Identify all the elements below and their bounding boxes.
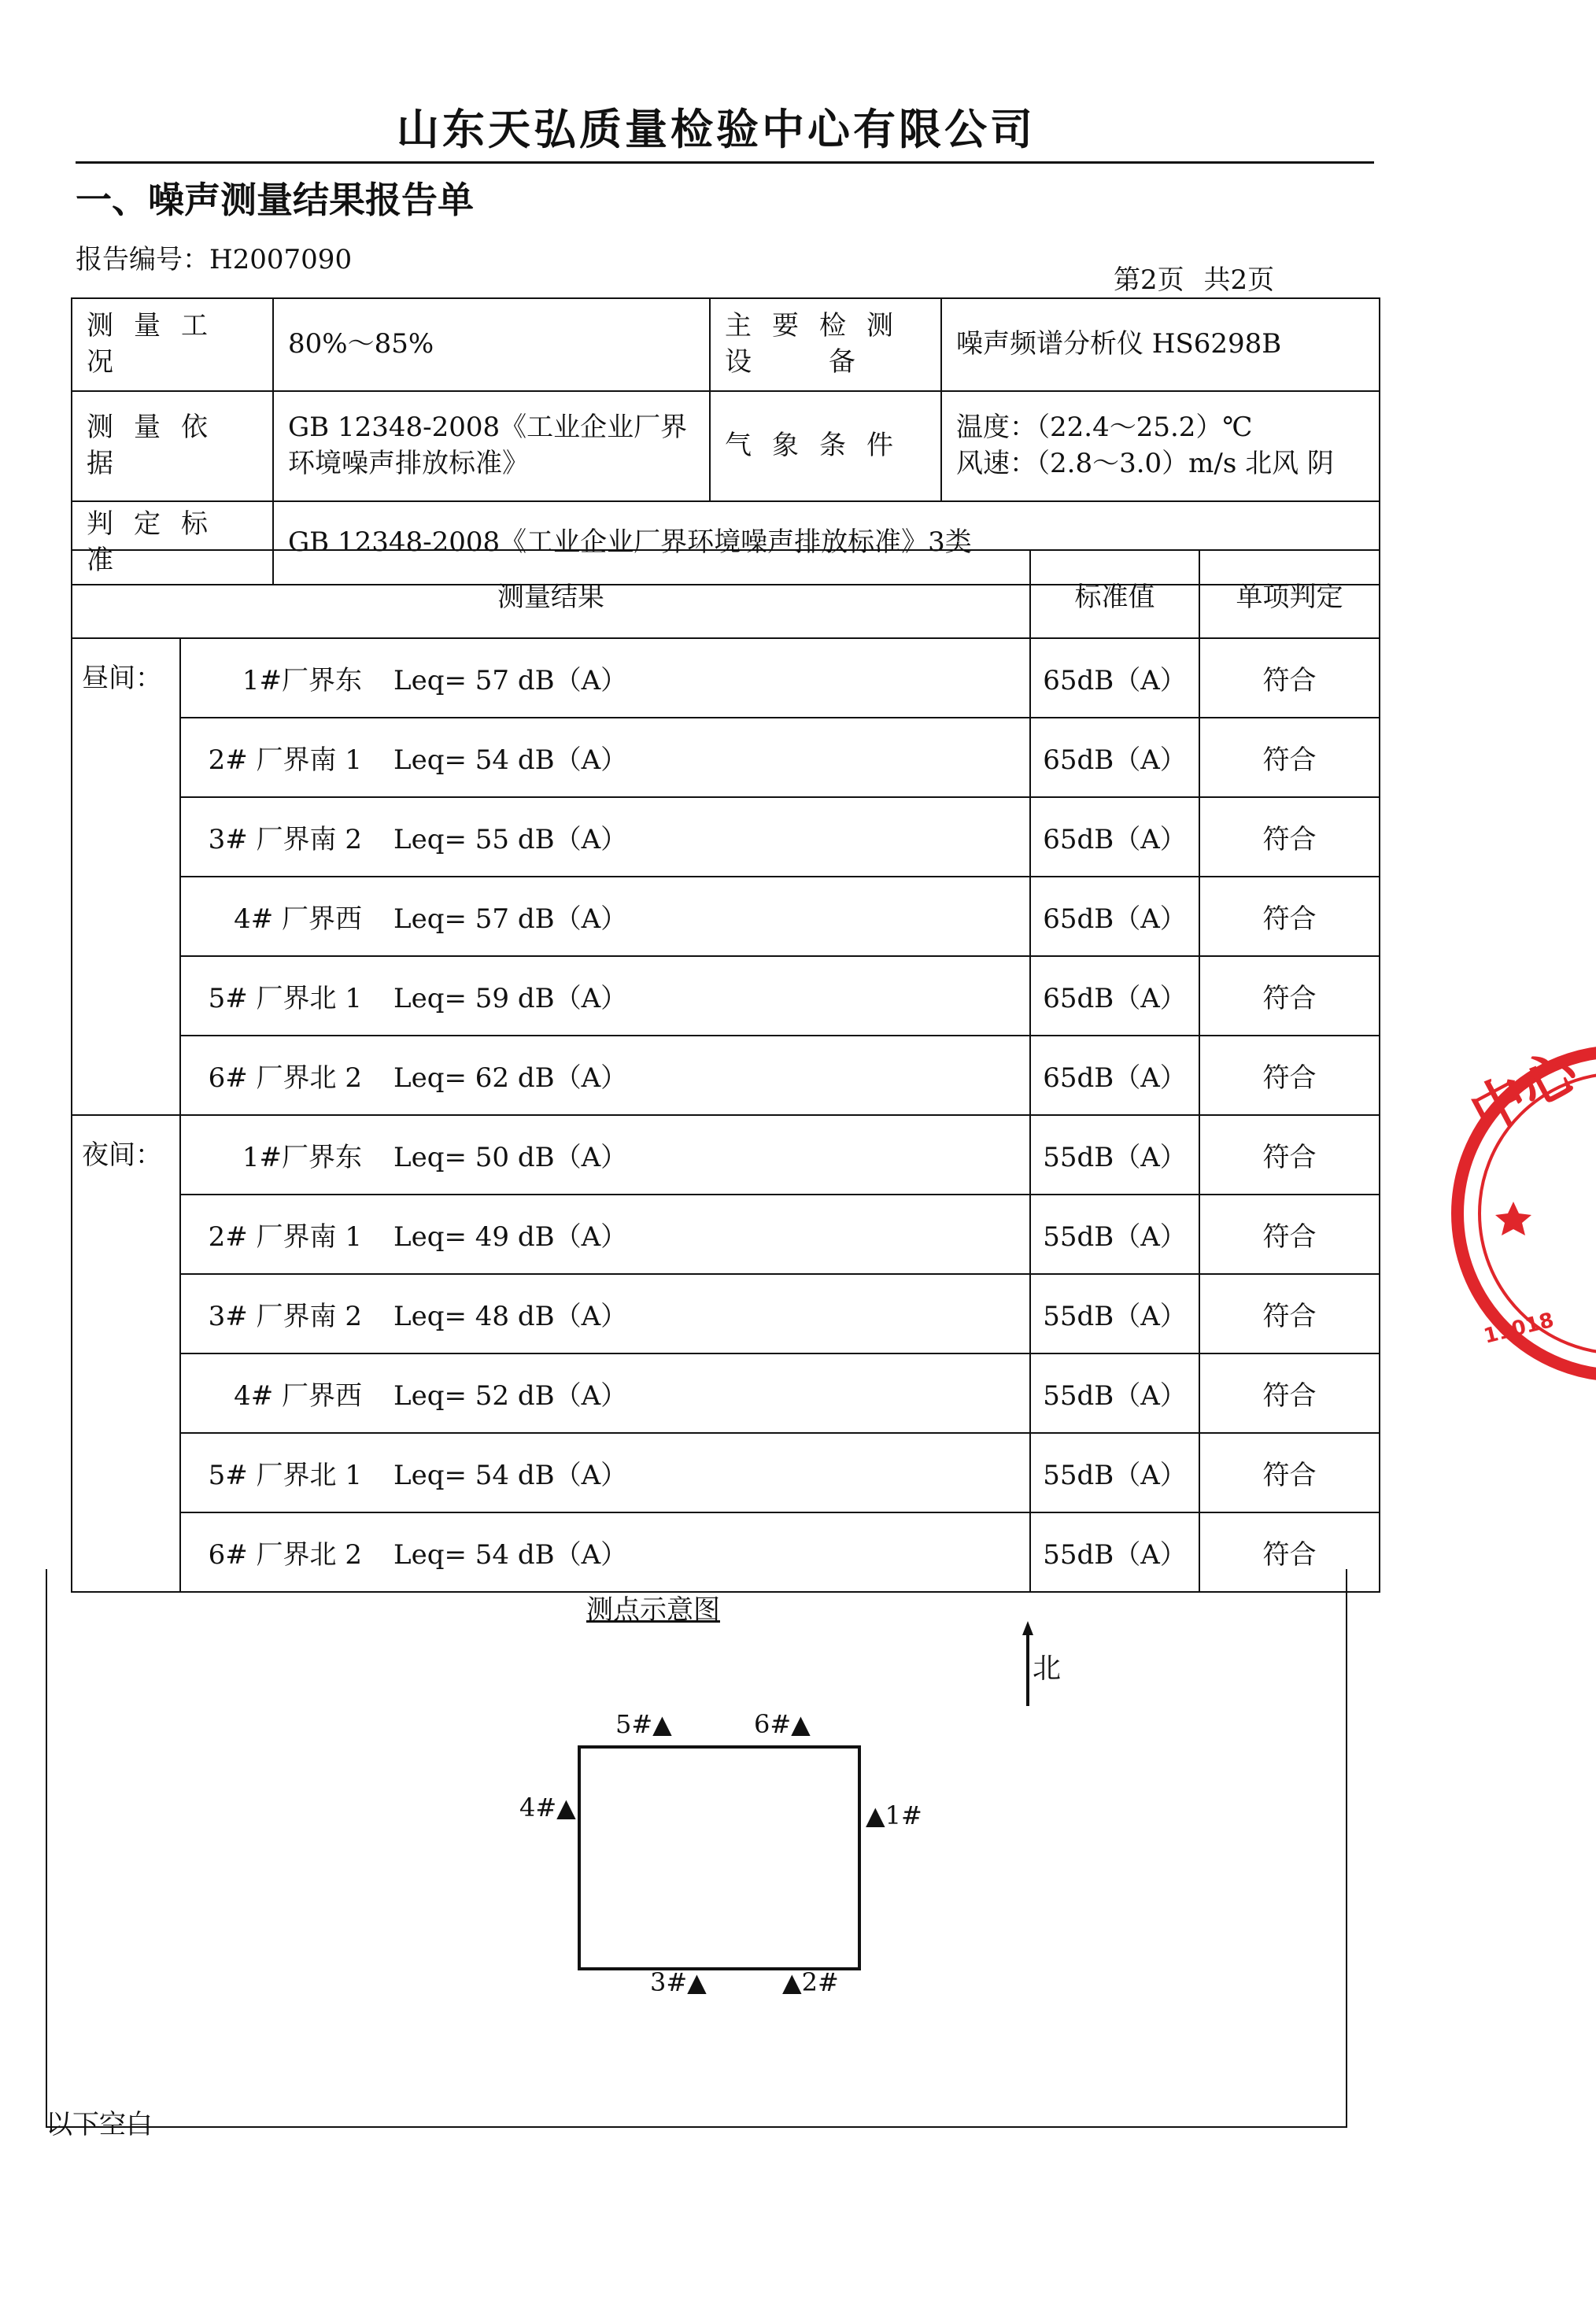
measurement-cell — [180, 1195, 1030, 1274]
measured-level: Leq= 55 dB（A） — [393, 824, 628, 855]
standard-value: 65dB（A） — [1030, 1036, 1199, 1115]
col-result-header: 测量结果 — [72, 550, 1030, 638]
results-table — [71, 549, 1380, 1593]
table-row — [72, 1115, 1380, 1195]
equipment-label — [710, 298, 941, 391]
measured-level: Leq= 52 dB（A） — [393, 1380, 628, 1412]
table-row — [72, 638, 1380, 718]
standard-value: 65dB（A） — [1030, 877, 1199, 956]
measured-level: Leq= 57 dB（A） — [393, 903, 628, 935]
judgement-value: 符合 — [1199, 797, 1380, 877]
table-row — [72, 1195, 1380, 1274]
measured-level: Leq= 62 dB（A） — [393, 1062, 628, 1094]
footer-note: 以下空白 — [46, 2109, 153, 2140]
weather-value — [941, 391, 1380, 501]
point-1-marker: ▲1# — [866, 1800, 922, 1830]
table-row — [72, 877, 1380, 956]
measurement-cell — [180, 1036, 1030, 1115]
measurement-point: 1#厂界东 — [242, 665, 362, 696]
site-boundary-box — [578, 1745, 861, 1970]
point-3-marker: 3#▲ — [650, 1967, 707, 1997]
measurement-cell — [180, 877, 1030, 956]
measured-level: Leq= 54 dB（A） — [393, 1539, 628, 1571]
judgement-value: 符合 — [1199, 1115, 1380, 1195]
point-6-marker: 6#▲ — [754, 1709, 811, 1739]
standard-value: 65dB（A） — [1030, 718, 1199, 797]
measurement-cell — [180, 638, 1030, 718]
judgement-value: 符合 — [1199, 718, 1380, 797]
point-4-marker: 4#▲ — [519, 1793, 576, 1822]
basis-label: 测量依据 — [72, 391, 273, 501]
table-row — [72, 956, 1380, 1036]
header-rule — [76, 161, 1374, 164]
measurement-cell — [180, 1353, 1030, 1433]
measurement-cell — [180, 1433, 1030, 1512]
diagram-title: 测点示意图 — [586, 1594, 720, 1626]
criteria-label: 判定标准 — [72, 501, 273, 585]
measured-level: Leq= 54 dB（A） — [393, 744, 628, 776]
measured-level: Leq= 49 dB（A） — [393, 1221, 628, 1253]
judgement-value: 符合 — [1199, 1274, 1380, 1353]
standard-value: 55dB（A） — [1030, 1433, 1199, 1512]
table-row — [72, 718, 1380, 797]
equipment-label-line1: 主要检测 — [725, 310, 914, 342]
table-row — [72, 797, 1380, 877]
equipment-label-line2: 设 备 — [725, 346, 863, 378]
measurement-point: 3# 厂界南 2 — [208, 824, 362, 855]
table-row — [72, 1433, 1380, 1512]
judgement-value: 符合 — [1199, 1433, 1380, 1512]
section-title: 一、噪声测量结果报告单 — [76, 179, 474, 221]
measurement-cell — [180, 1274, 1030, 1353]
measurement-cell — [180, 1115, 1030, 1195]
standard-value: 65dB（A） — [1030, 797, 1199, 877]
day-period-label: 昼间： — [72, 638, 180, 1115]
standard-value: 55dB（A） — [1030, 1512, 1199, 1592]
standard-value: 55dB（A） — [1030, 1353, 1199, 1433]
col-standard-header: 标准值 — [1030, 550, 1199, 638]
measurement-point: 5# 厂界北 1 — [208, 1460, 362, 1491]
point-2-marker: ▲2# — [782, 1967, 839, 1997]
official-seal-stamp — [1439, 1037, 1596, 1387]
table-row — [72, 1274, 1380, 1353]
svg-text:11018: 11018 — [1481, 1308, 1557, 1349]
measured-level: Leq= 50 dB（A） — [393, 1142, 628, 1173]
condition-label: 测量工况 — [72, 298, 273, 391]
measured-level: Leq= 48 dB（A） — [393, 1301, 628, 1332]
judgement-value: 符合 — [1199, 956, 1380, 1036]
measurement-cell — [180, 797, 1030, 877]
company-name: 山东天弘质量检验中心有限公司 — [397, 105, 1036, 154]
measured-level: Leq= 54 dB（A） — [393, 1460, 628, 1491]
measured-level: Leq= 57 dB（A） — [393, 665, 628, 696]
north-label: 北 — [1033, 1653, 1062, 1685]
standard-value: 65dB（A） — [1030, 956, 1199, 1036]
results-header-row — [72, 550, 1380, 638]
measurement-point: 6# 厂界北 2 — [208, 1539, 362, 1571]
judgement-value: 符合 — [1199, 1512, 1380, 1592]
measurement-point: 3# 厂界南 2 — [208, 1301, 362, 1332]
judgement-value: 符合 — [1199, 638, 1380, 718]
judgement-value: 符合 — [1199, 1036, 1380, 1115]
basis-value: GB 12348-2008《工业企业厂界环境噪声排放标准》 — [273, 391, 710, 501]
day-rows — [72, 638, 1380, 1115]
measurement-cell — [180, 718, 1030, 797]
measured-level: Leq= 59 dB（A） — [393, 983, 628, 1014]
measurement-point: 2# 厂界南 1 — [208, 1221, 362, 1253]
col-judgement-header: 单项判定 — [1199, 550, 1380, 638]
equipment-value: 噪声频谱分析仪 HS6298B — [941, 298, 1380, 391]
report-number: 报告编号：H2007090 — [76, 244, 353, 275]
weather-wind: 风速：（2.8～3.0）m/s 北风 阴 — [956, 448, 1334, 479]
standard-value: 55dB（A） — [1030, 1115, 1199, 1195]
page-number: 第2页 共2页 — [1114, 264, 1275, 296]
measurement-point: 1#厂界东 — [242, 1142, 362, 1173]
measurement-point: 4# 厂界西 — [234, 903, 362, 935]
condition-value: 80%～85% — [273, 298, 710, 391]
standard-value: 55dB（A） — [1030, 1274, 1199, 1353]
measurement-point: 5# 厂界北 1 — [208, 983, 362, 1014]
measurement-point: 4# 厂界西 — [234, 1380, 362, 1412]
night-rows — [72, 1115, 1380, 1592]
table-row — [72, 1353, 1380, 1433]
judgement-value: 符合 — [1199, 1195, 1380, 1274]
standard-value: 65dB（A） — [1030, 638, 1199, 718]
measurement-point: 2# 厂界南 1 — [208, 744, 362, 776]
judgement-value: 符合 — [1199, 1353, 1380, 1433]
table-row — [72, 1036, 1380, 1115]
weather-label: 气象条件 — [710, 391, 941, 501]
judgement-value: 符合 — [1199, 877, 1380, 956]
measurement-point: 6# 厂界北 2 — [208, 1062, 362, 1094]
standard-value: 55dB（A） — [1030, 1195, 1199, 1274]
info-table — [71, 297, 1380, 585]
svg-text:中心: 中心 — [1460, 1037, 1588, 1147]
measurement-cell — [180, 956, 1030, 1036]
weather-temperature: 温度：（22.4～25.2）℃ — [956, 412, 1253, 444]
criteria-value: GB 12348-2008《工业企业厂界环境噪声排放标准》3类 — [273, 501, 1380, 585]
night-period-label: 夜间： — [72, 1115, 180, 1592]
point-5-marker: 5#▲ — [615, 1709, 672, 1739]
